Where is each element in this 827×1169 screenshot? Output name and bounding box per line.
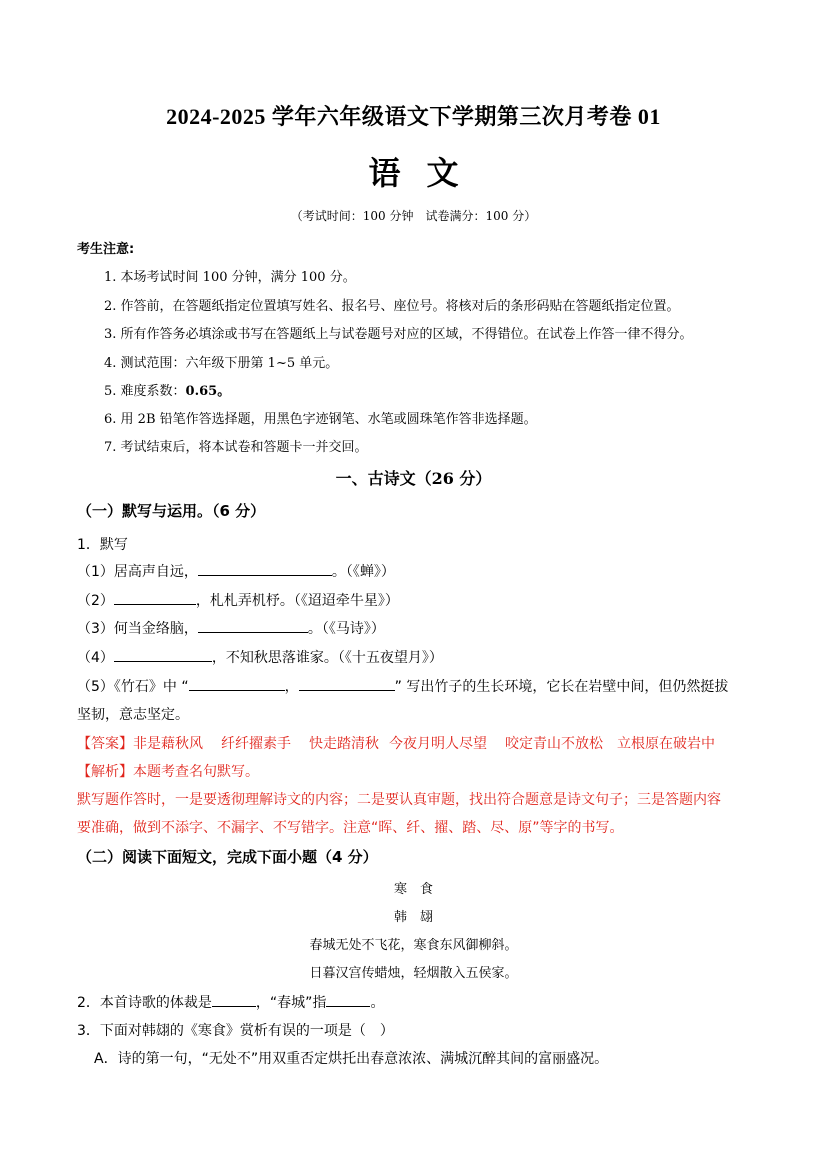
answer-line [77, 733, 715, 753]
question-label: 1．默写 [77, 537, 128, 553]
part-heading: （一）默写与运用。（6 分） [77, 502, 266, 520]
notice-item: 2. 作答前，在答题纸指定位置填写姓名、报名号、座位号。将核对后的条形码贴在答题纸指定位置。 [104, 299, 680, 314]
line-text: （4） [77, 650, 114, 666]
dictation-line [77, 676, 728, 696]
answer-item: 非是藉秋风 [133, 736, 203, 752]
line-text: 。（《马诗》） [307, 621, 385, 637]
analysis-body: 要准确，做到不添字、不漏字、不写错字。注意“晖、纤、擢、踏、尽、原”等字的书写。 [77, 820, 624, 836]
line-text: ，札札弄机杼。（《迢迢牵牛星》） [195, 593, 399, 609]
line-text: 。（《蝉》） [331, 564, 395, 580]
question-text: 2．本首诗歌的体裁是 [77, 995, 212, 1011]
poem-line: 日暮汉宫传蜡烛，轻烟散入五侯家。 [309, 966, 518, 981]
answer-blank[interactable] [198, 561, 332, 576]
exam-info: （考试时间：100 分钟 试卷满分：100 分） [290, 209, 537, 223]
analysis-label: 【解析】 [77, 764, 133, 780]
question-text: 。 [370, 995, 385, 1011]
dictation-line [77, 590, 399, 610]
analysis-line [77, 761, 259, 781]
question-2 [77, 992, 384, 1012]
notice-item-difficulty [104, 380, 230, 399]
line-text: ， [284, 679, 299, 695]
difficulty-label: 5. 难度系数： [104, 384, 186, 399]
part-heading: （二）阅读下面短文，完成下面小题（4 分） [77, 848, 378, 866]
notice-item: 1. 本场考试时间 100 分钟，满分 100 分。 [104, 270, 356, 285]
notice-item: 7. 考试结束后，将本试卷和答题卡一并交回。 [104, 440, 368, 455]
question-3: 3．下面对韩翃的《寒食》赏析有误的一项是（ ） [77, 1023, 394, 1039]
answer-blank[interactable] [114, 590, 196, 605]
answer-blank[interactable] [326, 992, 370, 1007]
notice-item: 4. 测试范围：六年级下册第 1~5 单元。 [104, 356, 339, 371]
answer-blank[interactable] [212, 992, 256, 1007]
poem-line: 春城无处不飞花，寒食东风御柳斜。 [309, 938, 518, 953]
line-text: ” 写出竹子的生长环境，它长在岩壁中间，但仍然挺拔 [394, 679, 729, 695]
answer-item: 立根原在破岩中 [617, 736, 715, 752]
answer-blank[interactable] [114, 647, 212, 662]
dictation-line-cont: 坚韧，意志坚定。 [77, 707, 189, 723]
answer-item: 纤纤擢素手 [221, 736, 291, 752]
line-text: ，不知秋思落谁家。（《十五夜望月》） [211, 650, 443, 666]
line-text: （1）居高声自远， [77, 564, 198, 580]
answer-blank[interactable] [299, 676, 395, 691]
answer-blank[interactable] [189, 676, 285, 691]
dictation-line [77, 618, 385, 638]
line-text: （3）何当金络脑， [77, 621, 198, 637]
notice-item: 3. 所有作答务必填涂或书写在答题纸上与试卷题号对应的区域，不得错位。在试卷上作答一律不得分。 [104, 327, 693, 342]
answer-item: 快走踏清秋 [309, 736, 379, 752]
question-text: ，“春城”指 [255, 995, 327, 1011]
line-text: （5）《竹石》中 “ [77, 679, 189, 695]
line-text: （2） [77, 593, 114, 609]
difficulty-value: 0.65。 [185, 384, 231, 399]
poem-title: 寒 食 [393, 882, 433, 897]
page-title: 2024-2025 学年六年级语文下学期第三次月考卷 01 [166, 104, 661, 129]
subject-title: 语文 [368, 154, 485, 192]
poem-author: 韩 翃 [393, 910, 433, 925]
answer-blank[interactable] [198, 618, 308, 633]
answer-item: 今夜月明人尽望 [389, 736, 487, 752]
option-a[interactable]: A．诗的第一句，“无处不”用双重否定烘托出春意浓浓、满城沉醉其间的富丽盛况。 [94, 1051, 609, 1067]
section-heading: 一、古诗文（26 分） [335, 469, 492, 488]
answer-label: 【答案】 [77, 736, 133, 752]
notice-item: 6. 用 2B 铅笔作答选择题，用黑色字迹钢笔、水笔或圆珠笔作答非选择题。 [104, 412, 537, 427]
notice-heading: 考生注意: [77, 242, 135, 257]
dictation-line [77, 647, 443, 667]
answer-item: 咬定青山不放松 [505, 736, 603, 752]
analysis-text: 本题考查名句默写。 [133, 764, 259, 780]
analysis-body: 默写题作答时，一是要透彻理解诗文的内容；二是要认真审题，找出符合题意是诗文句子；三是答题内容 [77, 792, 721, 808]
dictation-line [77, 561, 395, 581]
